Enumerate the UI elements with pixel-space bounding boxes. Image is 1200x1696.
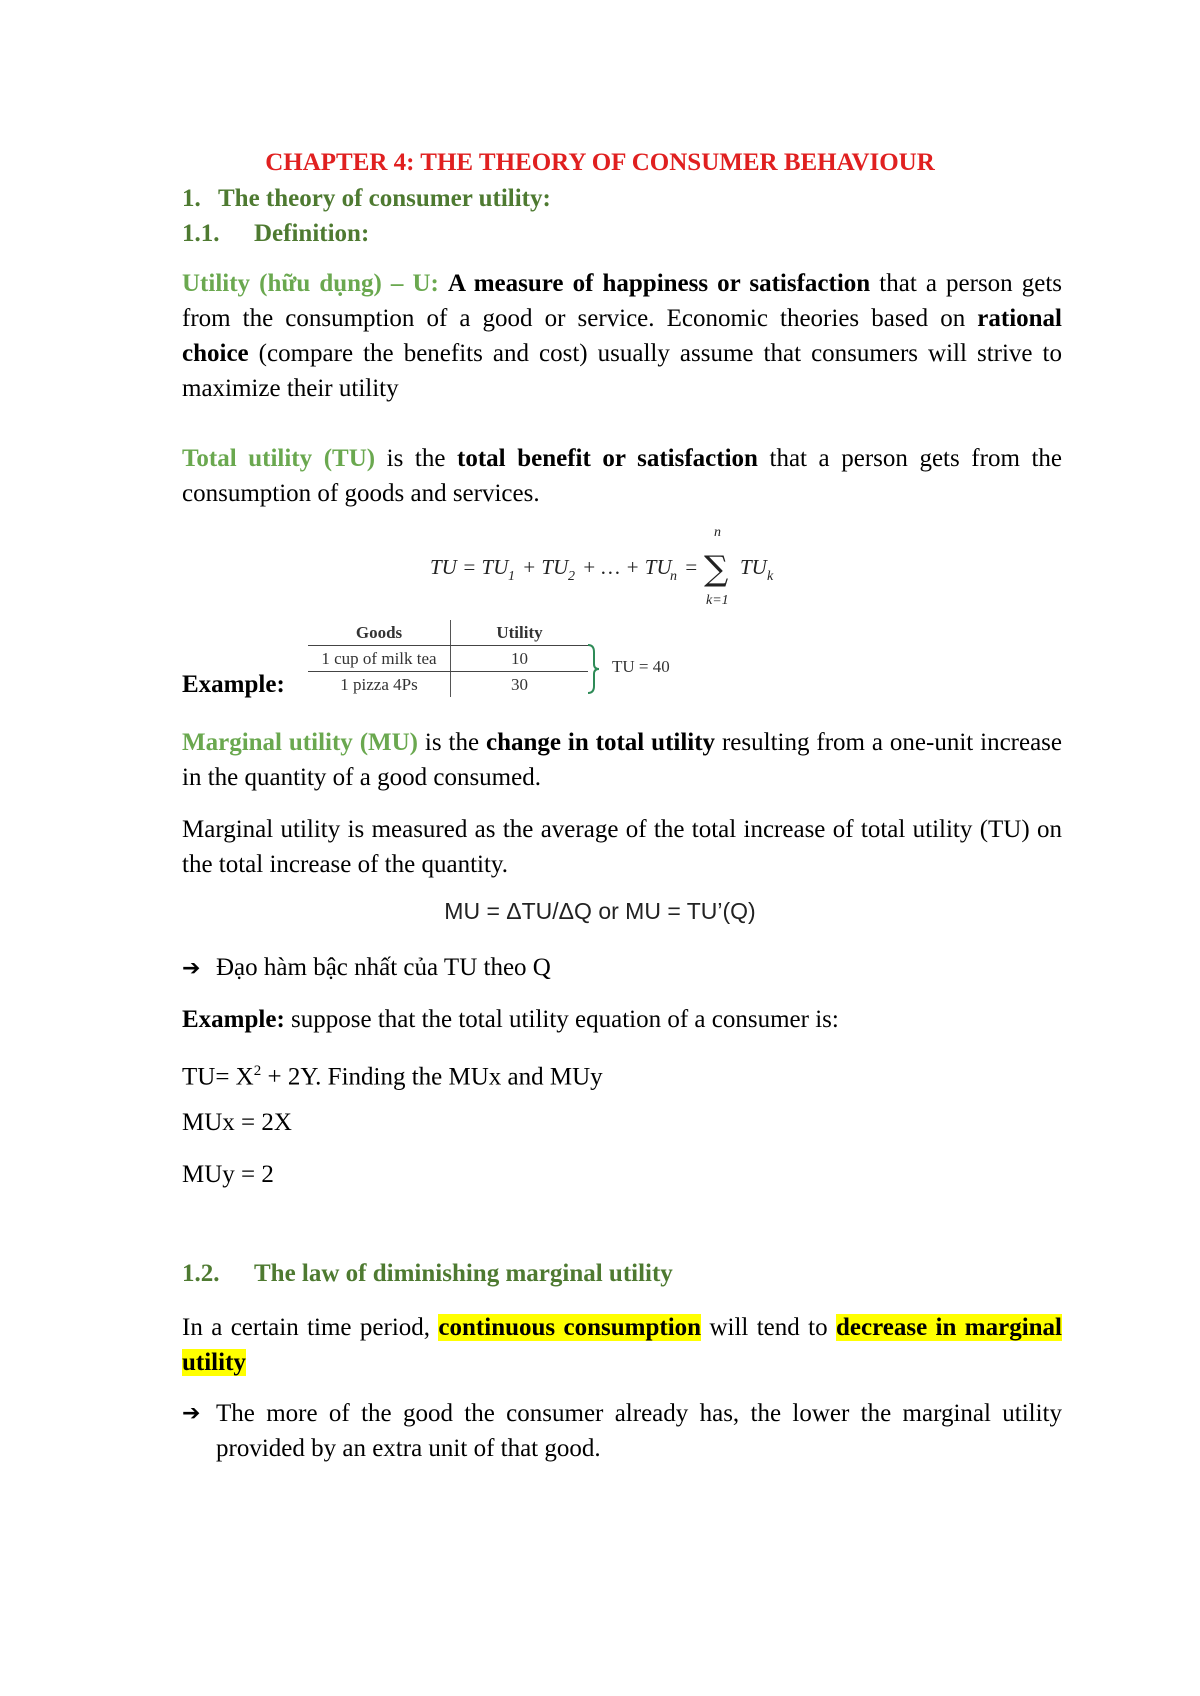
marginal-utility-definition: Marginal utility (MU) is the change in total utility resulting from a one-unit increase in the quantity of a good consumed. — [182, 729, 1063, 791]
example-label: Example: — [182, 671, 285, 698]
total-utility-definition: Total utility (TU) is the total benefit or satisfaction that a person gets from the consumption of goods and services. — [182, 445, 1063, 507]
marginal-utility-measure: Marginal utility is measured as the average of the total increase of total utility (TU) on the total increase of the quantity. — [182, 816, 1062, 878]
mu-formula: MU = ΔTU/ΔQ or MU = TU’(Q) — [444, 898, 756, 924]
svg-text:∑: ∑ — [704, 549, 729, 589]
svg-text:n: n — [714, 525, 721, 540]
goods-utility-table — [308, 620, 588, 697]
table-header: Goods — [308, 620, 451, 646]
total-brace — [586, 644, 600, 694]
derivative-note: ➔ Đạo hàm bậc nhất của TU theo Q — [182, 950, 1062, 986]
table-row: 1 cup of milk tea 10 — [308, 646, 588, 672]
svg-text:1: 1 — [508, 569, 515, 584]
right-arrow-icon: ➔ — [182, 1401, 201, 1426]
svg-text:+ … + TU: + … + TU — [582, 555, 672, 579]
law-statement: In a certain time period, continuous consumption will tend to decrease in marginal utility — [182, 1314, 1063, 1376]
svg-text:+ TU: + TU — [522, 555, 569, 579]
svg-text:k=1: k=1 — [706, 593, 729, 608]
section-heading-1-2: 1.2. The law of diminishing marginal utility — [182, 1260, 673, 1287]
svg-text:k: k — [767, 569, 774, 584]
svg-text:=: = — [684, 555, 699, 579]
table-row: 1 pizza 4Ps 30 — [308, 672, 588, 698]
utility-definition: Utility (hữu dụng) – U: A measure of happiness or satisfaction that a person gets from the consumption of a good or service. Economic theories based on rational choice (compare the benefits and cost) usually assume that consumers will strive to maximize their utility — [182, 270, 1063, 402]
section-heading-1: 1. The theory of consumer utility: — [182, 185, 551, 212]
section-heading-1-1: 1.1. Definition: — [182, 220, 370, 247]
total-utility-label: TU = 40 — [612, 657, 670, 676]
tu-equation: $TU= X^2 + 2Y$. Finding the MUx and MUy — [182, 1063, 603, 1091]
table-header: Utility — [451, 620, 589, 646]
muy-result: MUy = 2 — [182, 1161, 274, 1188]
mux-result: MUx = 2X — [182, 1109, 292, 1136]
svg-text:TU = TU: TU = TU — [430, 555, 509, 579]
svg-text:n: n — [670, 569, 677, 584]
tu-sum-formula — [430, 522, 830, 612]
right-arrow-icon: ➔ — [182, 956, 201, 981]
example-2: Example: suppose that the total utility equation of a consumer is: — [182, 1006, 839, 1033]
chapter-title: CHAPTER 4: THE THEORY OF CONSUMER BEHAVIOUR — [265, 149, 935, 176]
svg-text:TU: TU — [740, 555, 767, 579]
svg-text:2: 2 — [568, 569, 575, 584]
law-conclusion: ➔ The more of the good the consumer already has, the lower the marginal utility provided by an extra unit of that good. — [182, 1396, 1062, 1466]
